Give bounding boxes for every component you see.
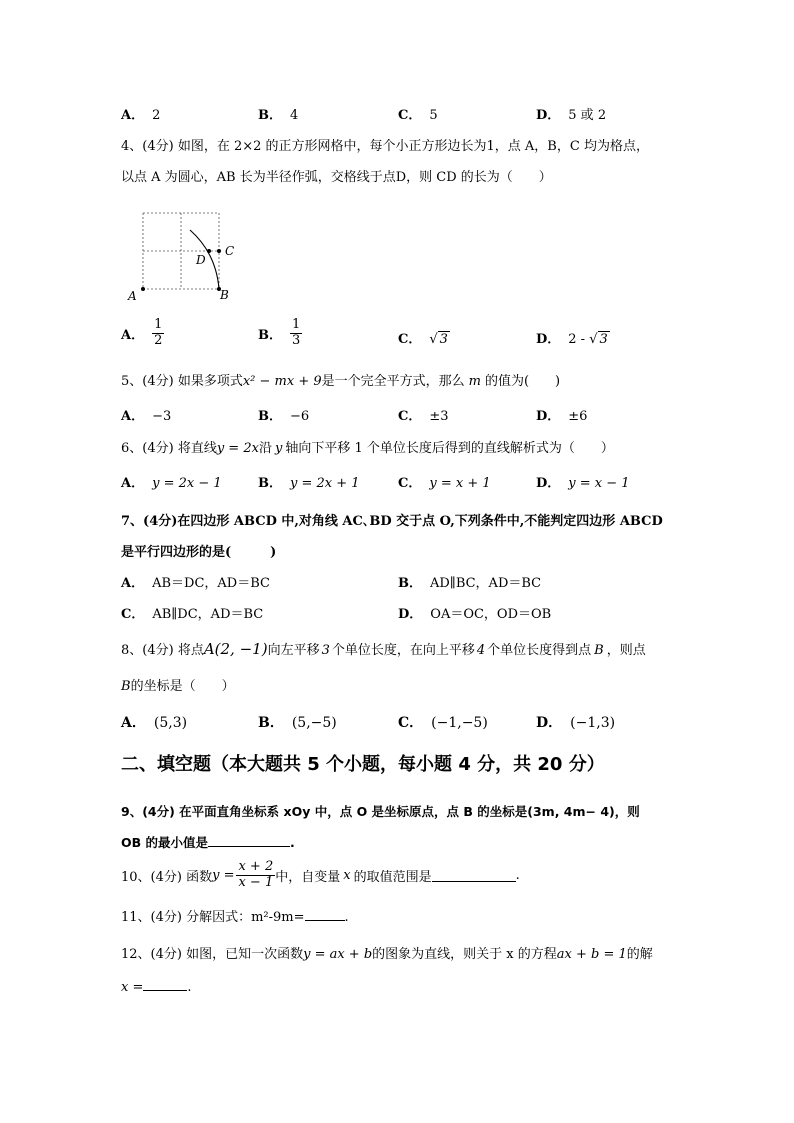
q3-option-a: A． 2 (121, 108, 161, 123)
q6-option-c: C． y = x + 1 (398, 476, 491, 491)
section2-title: 二、填空题（本大题共 5 个小题，每小题 4 分，共 20 分） (121, 754, 605, 775)
q8-option-a: A． (5,3) (121, 715, 188, 731)
q7-stem-line2: 是平行四边形的是( ) (121, 545, 277, 560)
q7-option-d: D． OA＝OC，OD＝OB (398, 607, 552, 622)
q11-answer-blank[interactable] (305, 908, 345, 921)
q4-label-c: C (225, 244, 235, 258)
q3-option-d: D． 5 或 2 (536, 108, 607, 123)
q8-stem-line1: 8、(4分) 将点A(2, −1)向左平移 3 个单位长度，在向上平移 4 个单位长度得到点 B ，则点 (121, 640, 646, 658)
q5-option-d: D． ±6 (536, 409, 588, 424)
q6-option-a: A． y = 2x − 1 (121, 476, 222, 491)
q8-option-d: D． (−1,3) (536, 715, 616, 731)
q4-point-c (217, 249, 221, 253)
q5-option-a: A． −3 (121, 409, 172, 424)
q12-stem-line1: 12、(4分) 如图，已知一次函数y = ax + b的图象为直线，则关于 x 的方程ax + b = 1的解 (121, 947, 653, 962)
q4-grid-figure (120, 205, 250, 305)
q11-stem: 11、(4分) 分解因式：m²-9m= . (121, 910, 349, 925)
q4-point-d (207, 249, 211, 253)
q4-option-a: A． $\frac{1}{2}$ (121, 317, 163, 348)
q6-option-d: D． y = x − 1 (536, 476, 630, 491)
q4-option-d: D． 2 - √ 3 (536, 332, 608, 347)
q8-option-c: C． (−1,−5) (398, 715, 488, 731)
q5-option-b: B． −6 (258, 409, 310, 424)
q8-option-b: B． (5,−5) (258, 715, 337, 731)
q8-stem-line2: B的坐标是（ ） (121, 679, 235, 694)
q12-stem-line2: x = . (121, 980, 192, 995)
q4-label-b: B (220, 288, 229, 302)
q4-label-a: A (128, 289, 137, 303)
q5-option-c: C． ±3 (398, 409, 449, 424)
q7-option-a: A． AB＝DC，AD＝BC (121, 576, 270, 591)
q4-stem-line2: 以点 A 为圆心，AB 长为半径作弧，交格线于点D，则 CD 的长为（ ） (121, 170, 552, 185)
q4-label-d: D (196, 253, 206, 267)
q7-option-c: C． AB∥DC，AD＝BC (121, 607, 264, 622)
q7-stem-line1: 7、(4分)在四边形 ABCD 中,对角线 AC､BD 交于点 O,下列条件中,不能判定四边形 ABCD (121, 514, 663, 529)
q7-option-b: B． AD∥BC，AD＝BC (398, 576, 542, 591)
q10-stem: 10、(4分) 函数y = $\frac{x + 2}{x - 1}$ 中，自变量 x 的取值范围是 . (121, 859, 520, 890)
q4-option-c: C． √ 3 (398, 332, 448, 347)
q5-stem: 5、(4分) 如果多项式x² − mx + 9是一个完全平方式，那么 m 的值为( ) (121, 374, 561, 389)
q4-stem-line1: 4、(4分) 如图，在 2×2 的正方形网格中，每个小正方形边长为1，点 A，B，C 均为格点， (121, 139, 649, 154)
q4-point-a (141, 287, 145, 291)
q9-stem-line2: OB 的最小值是 . (121, 835, 295, 850)
q3-option-c: C． 5 (398, 108, 438, 123)
q6-option-b: B． y = 2x + 1 (258, 476, 360, 491)
q6-stem: 6、(4分) 将直线y = 2x沿 y 轴向下平移 1 个单位长度后得到的直线解析式为（ ） (121, 441, 614, 456)
q12-answer-blank[interactable] (143, 978, 187, 991)
q4-option-b: B． $\frac{1}{3}$ (258, 317, 301, 348)
q9-answer-blank[interactable] (208, 834, 290, 847)
q10-answer-blank[interactable] (432, 869, 516, 882)
q3-option-b: B． 4 (258, 108, 299, 123)
q9-stem-line1: 9、(4分) 在平面直角坐标系 xOy 中，点 O 是坐标原点，点 B 的坐标是(3m, 4m− 4)，则 (121, 804, 640, 819)
